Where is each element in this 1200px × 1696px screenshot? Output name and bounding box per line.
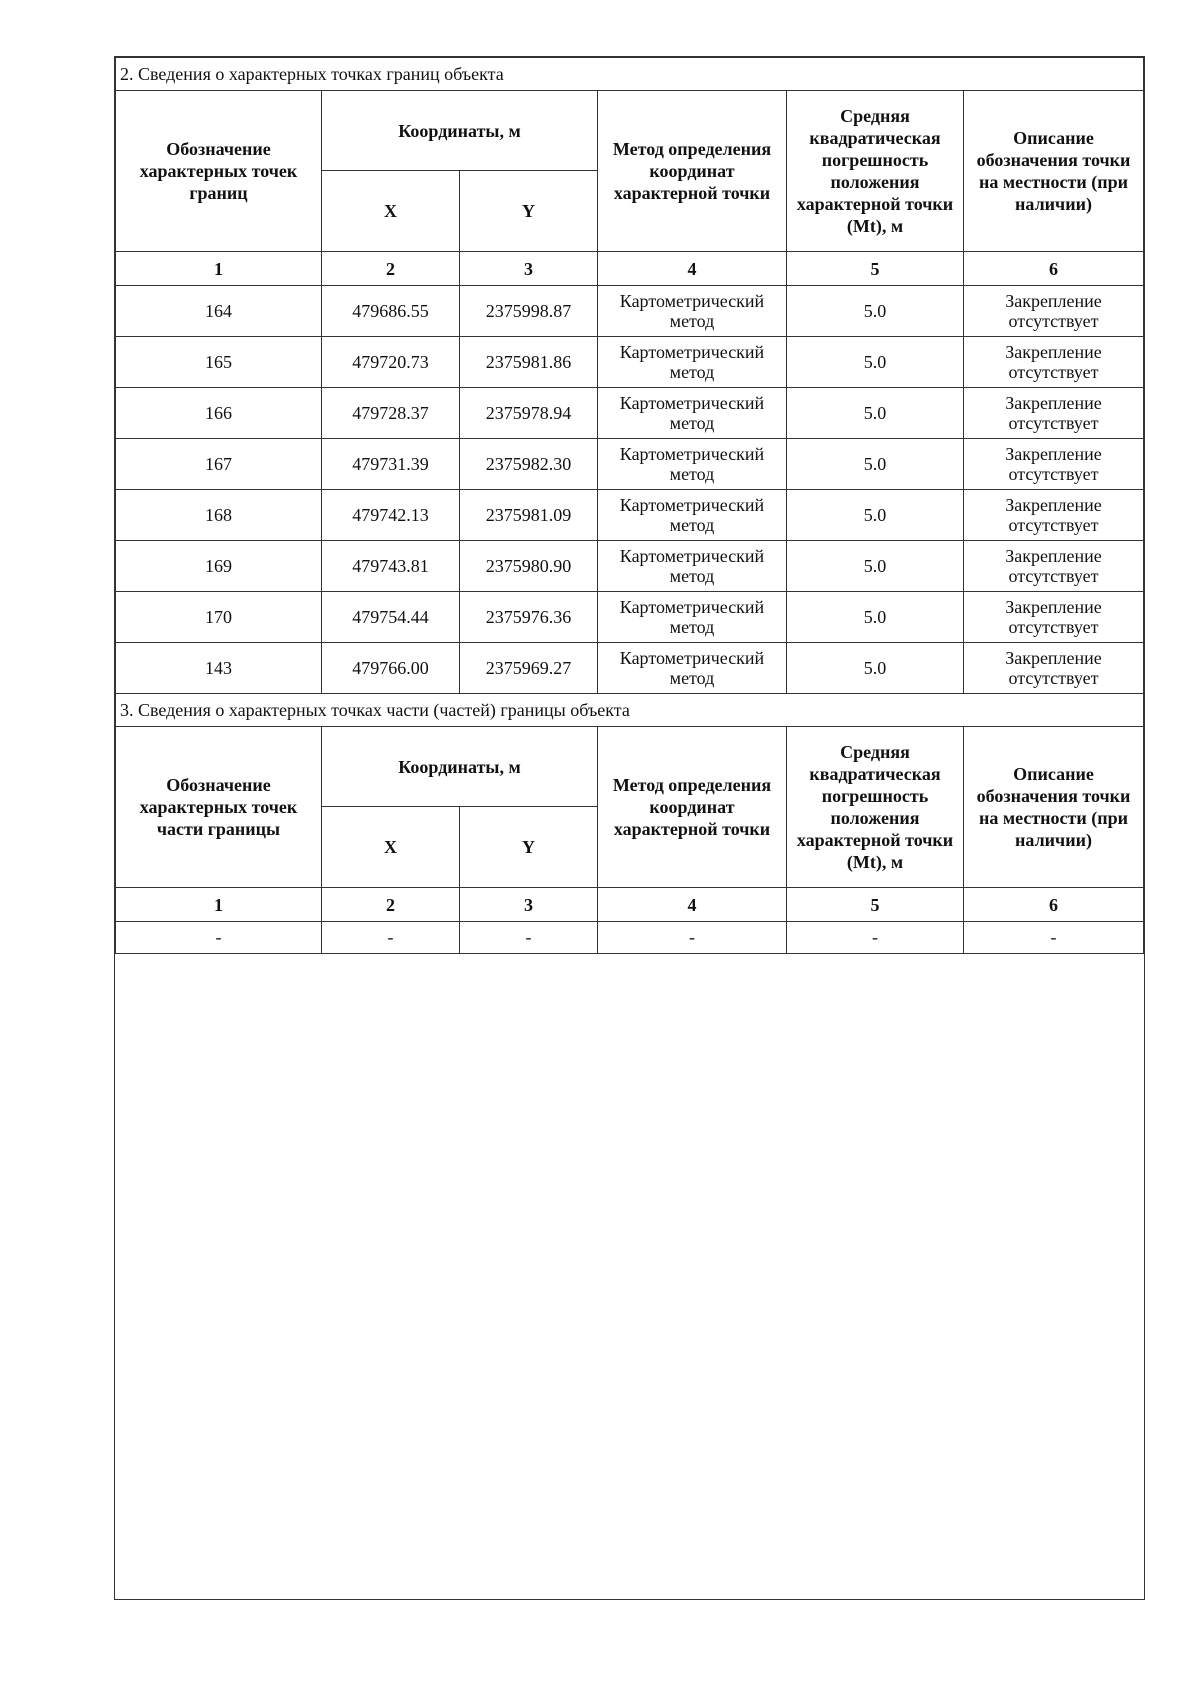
header-y: Y (460, 807, 598, 888)
section2-title-row (116, 58, 1144, 91)
cell-y: - (460, 922, 598, 954)
cell-point: 165 (116, 337, 322, 388)
cell-description: Закрепление отсутствует (964, 643, 1144, 694)
cell-description: Закрепление отсутствует (964, 337, 1144, 388)
section2-title: 2. Сведения о характерных точках границ объекта (116, 58, 1144, 91)
header-designation: Обозначение характерных точек части границы (116, 727, 322, 888)
cell-y: 2375981.09 (460, 490, 598, 541)
cell-x: 479731.39 (322, 439, 460, 490)
cell-x: 479766.00 (322, 643, 460, 694)
cell-y: 2375978.94 (460, 388, 598, 439)
section3-header-row (116, 727, 1144, 807)
cell-method: Картометрический метод (598, 286, 787, 337)
cell-description: Закрепление отсутствует (964, 490, 1144, 541)
section3-title-row (116, 694, 1144, 727)
cell-point: 168 (116, 490, 322, 541)
cell-y: 2375976.36 (460, 592, 598, 643)
column-number: 1 (116, 888, 322, 922)
cell-method: Картометрический метод (598, 592, 787, 643)
cell-point: - (116, 922, 322, 954)
header-description: Описание обозначения точки на местности (при наличии) (964, 91, 1144, 252)
cell-error: 5.0 (787, 592, 964, 643)
cell-method: Картометрический метод (598, 541, 787, 592)
table-row (116, 592, 1144, 643)
column-number: 4 (598, 252, 787, 286)
cell-description: Закрепление отсутствует (964, 388, 1144, 439)
cell-point: 167 (116, 439, 322, 490)
cell-error: 5.0 (787, 337, 964, 388)
header-error: Средняя квадратическая погрешность положения характерной точки (Mt), м (787, 727, 964, 888)
section3-column-numbers (116, 888, 1144, 922)
table-row (116, 643, 1144, 694)
document-frame (114, 56, 1145, 1600)
header-designation: Обозначение характерных точек границ (116, 91, 322, 252)
section2-column-numbers (116, 252, 1144, 286)
cell-error: - (787, 922, 964, 954)
cell-point: 166 (116, 388, 322, 439)
cell-error: 5.0 (787, 439, 964, 490)
column-number: 6 (964, 888, 1144, 922)
cell-description: - (964, 922, 1144, 954)
column-number: 5 (787, 888, 964, 922)
cell-method: Картометрический метод (598, 643, 787, 694)
table-row (116, 337, 1144, 388)
cell-method: Картометрический метод (598, 439, 787, 490)
cell-point: 169 (116, 541, 322, 592)
cell-error: 5.0 (787, 643, 964, 694)
section3-title: 3. Сведения о характерных точках части (частей) границы объекта (116, 694, 1144, 727)
table-row (116, 286, 1144, 337)
cell-method: Картометрический метод (598, 388, 787, 439)
header-description: Описание обозначения точки на местности (при наличии) (964, 727, 1144, 888)
table-row (116, 439, 1144, 490)
column-number: 2 (322, 252, 460, 286)
column-number: 3 (460, 888, 598, 922)
table-row (116, 388, 1144, 439)
cell-point: 143 (116, 643, 322, 694)
cell-error: 5.0 (787, 388, 964, 439)
column-number: 6 (964, 252, 1144, 286)
section2-table (115, 57, 1144, 954)
header-x: X (322, 807, 460, 888)
cell-description: Закрепление отсутствует (964, 541, 1144, 592)
cell-y: 2375998.87 (460, 286, 598, 337)
cell-method: - (598, 922, 787, 954)
cell-y: 2375969.27 (460, 643, 598, 694)
header-coords: Координаты, м (322, 727, 598, 807)
cell-x: 479728.37 (322, 388, 460, 439)
table-row (116, 922, 1144, 954)
cell-description: Закрепление отсутствует (964, 286, 1144, 337)
cell-description: Закрепление отсутствует (964, 439, 1144, 490)
cell-y: 2375980.90 (460, 541, 598, 592)
section2-header-row (116, 91, 1144, 171)
cell-error: 5.0 (787, 490, 964, 541)
cell-method: Картометрический метод (598, 490, 787, 541)
cell-x: 479720.73 (322, 337, 460, 388)
cell-error: 5.0 (787, 286, 964, 337)
cell-y: 2375981.86 (460, 337, 598, 388)
table-row (116, 541, 1144, 592)
cell-x: 479686.55 (322, 286, 460, 337)
cell-y: 2375982.30 (460, 439, 598, 490)
cell-x: 479754.44 (322, 592, 460, 643)
header-x: X (322, 171, 460, 252)
header-method: Метод определения координат характерной точки (598, 91, 787, 252)
header-y: Y (460, 171, 598, 252)
header-coords: Координаты, м (322, 91, 598, 171)
column-number: 4 (598, 888, 787, 922)
cell-point: 170 (116, 592, 322, 643)
header-error: Средняя квадратическая погрешность положения характерной точки (Mt), м (787, 91, 964, 252)
cell-x: 479743.81 (322, 541, 460, 592)
column-number: 5 (787, 252, 964, 286)
cell-x: 479742.13 (322, 490, 460, 541)
column-number: 3 (460, 252, 598, 286)
cell-description: Закрепление отсутствует (964, 592, 1144, 643)
cell-point: 164 (116, 286, 322, 337)
column-number: 1 (116, 252, 322, 286)
cell-x: - (322, 922, 460, 954)
table-row (116, 490, 1144, 541)
header-method: Метод определения координат характерной точки (598, 727, 787, 888)
cell-method: Картометрический метод (598, 337, 787, 388)
cell-error: 5.0 (787, 541, 964, 592)
column-number: 2 (322, 888, 460, 922)
